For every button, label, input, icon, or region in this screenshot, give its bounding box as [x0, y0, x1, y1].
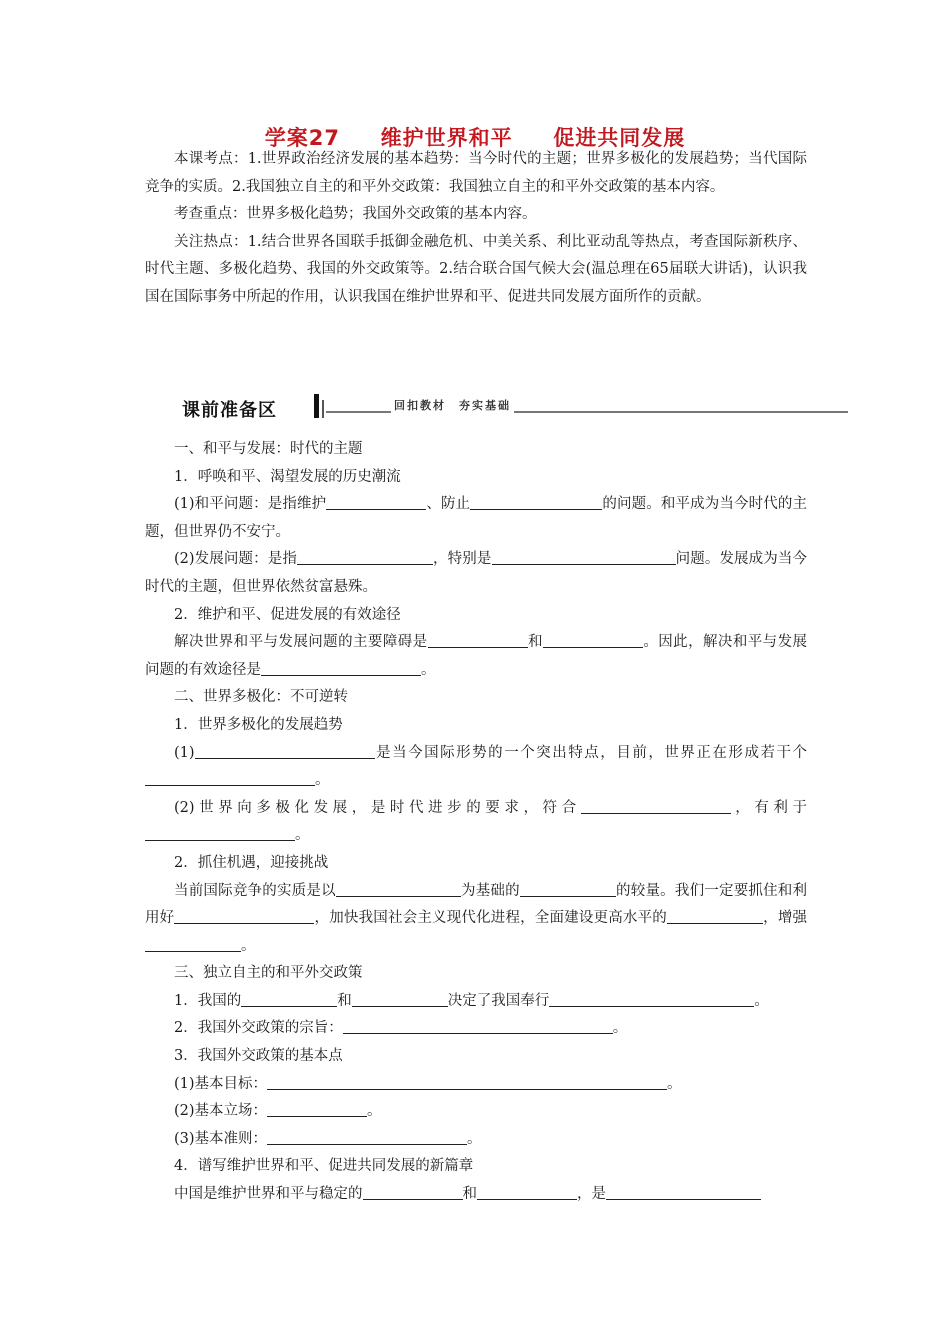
intro-key-points: 本课考点：1.世界政治经济发展的基本趋势：当今时代的主题；世界多极化的发展趋势；当代国际竞争的实质。2.我国独立自主的和平外交政策：我国独立自主的和平外交政策的基本内容。 [145, 151, 807, 195]
item-policy-aim: 2．我国外交政策的宗旨： 。 [145, 1015, 807, 1043]
item-peace-issue: (1)和平问题：是指维护 、防止 的问题。和平成为当今时代的主题，但世界仍不安宁。 [145, 491, 807, 546]
intro-hot-topics: 关注热点：1.结合世界各国联手抵御金融危机、中美关系、利比亚动乱等热点，考查国际新秩序、时代主题、多极化趋势、我国的外交政策等。2.结合联合国气候大会(温总理在65届联大讲话)，认识我国在国际事务中所起的作用，认识我国在维护世界和平、促进共同发展方面所作的贡献。 [145, 233, 807, 305]
item-competition: 当前国际竞争的实质是以 为基础的 的较量。我们一定要抓住和利用好 ，加快我国社会主义现代化进程，全面建设更高水平的 ，增强。 [145, 878, 807, 961]
fill-blank[interactable] [581, 797, 731, 814]
fill-blank[interactable] [195, 742, 375, 759]
subheading-2-1: 1．世界多极化的发展趋势 [174, 716, 343, 733]
heading-1: 一、和平与发展：时代的主题 [174, 441, 363, 457]
fill-blank[interactable] [145, 824, 295, 841]
item-obstacles: 解决世界和平与发展问题的主要障碍是 和 。因此，解决和平与发展问题的有效途径是 。 [145, 629, 807, 684]
fill-blank[interactable] [492, 548, 676, 565]
item-development-issue: (2)发展问题：是指 ，特别是 问题。发展成为当今时代的主题，但世界依然贫富悬殊。 [145, 546, 807, 601]
worksheet-body [145, 436, 807, 1209]
banner-divider-thin [322, 400, 324, 418]
fill-blank[interactable] [241, 990, 337, 1007]
heading-3: 三、独立自主的和平外交政策 [174, 965, 363, 982]
banner-subtitle: 回扣教材 夯实基础 [391, 397, 514, 413]
title-lesson-number: 学案27 [264, 126, 340, 150]
intro-block [145, 146, 807, 311]
item-basic-principle: (3)基本准则： 。 [145, 1126, 807, 1154]
fill-blank[interactable] [606, 1183, 761, 1200]
fill-blank[interactable] [477, 1183, 577, 1200]
subheading-2-2: 2．抓住机遇，迎接挑战 [174, 854, 329, 871]
fill-blank[interactable] [326, 493, 426, 510]
banner-title: 课前准备区 [182, 400, 277, 421]
fill-blank[interactable] [363, 1183, 463, 1200]
item-basic-position: (2)基本立场： 。 [145, 1098, 807, 1126]
heading-2: 二、世界多极化：不可逆转 [174, 689, 348, 706]
fill-blank[interactable] [261, 659, 421, 676]
fill-blank[interactable] [352, 990, 448, 1007]
title-sub: 促进共同发展 [553, 126, 686, 150]
fill-blank[interactable] [145, 935, 241, 952]
fill-blank[interactable] [549, 990, 754, 1007]
fill-blank[interactable] [174, 907, 314, 924]
fill-blank[interactable] [267, 1100, 367, 1117]
fill-blank[interactable] [470, 493, 602, 510]
subheading-1-1: 1．呼唤和平、渴望发展的历史潮流 [174, 468, 401, 485]
item-basic-goal: (1)基本目标： 。 [145, 1071, 807, 1099]
fill-blank[interactable] [267, 1128, 467, 1145]
fill-blank[interactable] [267, 1073, 667, 1090]
fill-blank[interactable] [543, 631, 643, 648]
subheading-1-2: 2．维护和平、促进发展的有效途径 [174, 606, 401, 623]
fill-blank[interactable] [667, 907, 763, 924]
fill-blank[interactable] [145, 769, 315, 786]
item-multipolar-trend: (1) 是当今国际形势的一个突出特点，目前，世界正在形成若干个。 [145, 740, 807, 795]
fill-blank[interactable] [428, 631, 528, 648]
subheading-3-3: 3．我国外交政策的基本点 [174, 1048, 343, 1065]
fill-blank[interactable] [297, 548, 433, 565]
subheading-3-4: 4．谱写维护世界和平、促进共同发展的新篇章 [174, 1158, 474, 1175]
banner-divider [314, 394, 319, 418]
fill-blank[interactable] [520, 880, 616, 897]
fill-blank[interactable] [343, 1017, 613, 1034]
fill-blank[interactable] [336, 880, 461, 897]
item-foreign-policy: 1．我国的 和 决定了我国奉行 。 [145, 988, 807, 1016]
item-new-chapter: 中国是维护世界和平与稳定的 和 ，是 [145, 1181, 807, 1209]
item-multipolar-progress: (2)世界向多极化发展，是时代进步的要求，符合 ，有利于。 [145, 795, 807, 850]
section-banner [176, 390, 848, 426]
title-main: 维护世界和平 [380, 126, 513, 150]
intro-focus: 考查重点：世界多极化趋势；我国外交政策的基本内容。 [174, 206, 537, 222]
